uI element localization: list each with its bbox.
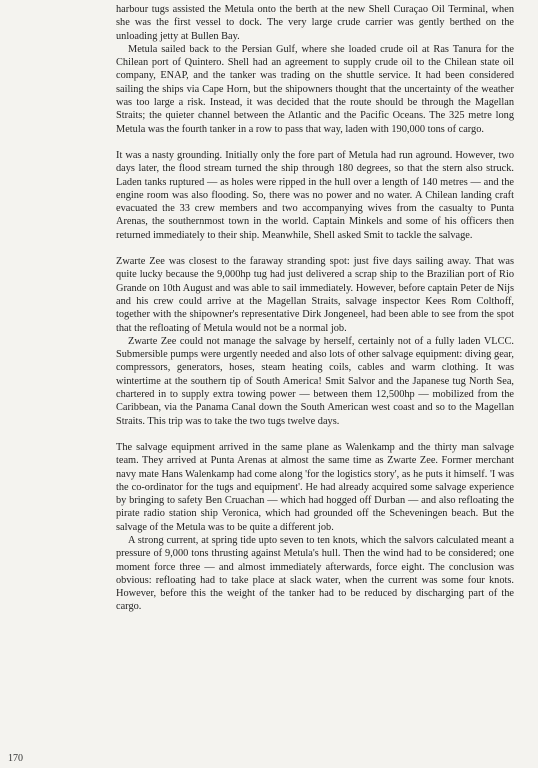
paragraph-4: Zwarte Zee was closest to the faraway stranding spot: just five days sailing away. That was quite lucky because the 9,000hp tug had just delivered a scrap ship to the Brazilian port of Rio Grande on 10th August and was able to sail immediately. However, before captain Peter de Nijs and his crew could arrive at the Magellan Straits, salvage inspector Kees Rom Colthoff, together with the shipowner's representative Dirk Jongeneel, had been able to see from the spot that the refloating of Metula would not be a normal job. <box>116 256 514 334</box>
paragraph-5: Zwarte Zee could not manage the salvage by herself, certainly not of a fully laden VLCC. Submersible pumps were urgently needed and also lots of other salvage equipment: diving gear, compressors, generators, hoses, steam heating coils, cables and warm clothing. It was wintertime at the southern tip of South America! Smit Salvor and the Japanese tug North Sea, chartered in to supply extra towing power — between them 12,500hp — mobilized from the Caribbean, via the Panama Canal down the South American west coast and so to the Magellan Straits. This trip was to take the two tugs twelve days. <box>116 335 514 427</box>
paragraph-gap <box>116 242 514 255</box>
page-number: 170 <box>8 753 23 764</box>
paragraph-gap <box>116 136 514 149</box>
paragraph-6: The salvage equipment arrived in the same plane as Walenkamp and the thirty man salvage team. They arrived at Punta Arenas at almost the same time as Zwarte Zee. Former merchant navy mate Hans Walenkamp had come along 'for the logistics story', as he puts it himself. 'I was the co-ordinator for the tugs and equipment'. He had already acquired some salvage experience by bringing to safety Ben Cruachan — which had hogged off Durban — and also refloating the pirate radio station ship Veronica, which had grounded off the Scheveningen beach. But the salvage of the Metula was to be quite a different job. <box>116 441 514 533</box>
paragraph-3: It was a nasty grounding. Initially only the fore part of Metula had run aground. However, two days later, the flood stream turned the ship through 180 degrees, so that the stern also struck. Laden tanks ruptured — as holes were ripped in the hull over a length of 140 metres — and the engine room was also flooding. So, there was no power and no water. A Chilean landing craft evacuated the 33 crew members and two accompanying wives from the casualty to Punta Arenas, the southernmost town in the world. Captain Minkels and some of his officers then returned immediately to their ship. Meanwhile, Shell asked Smit to tackle the salvage. <box>116 149 514 241</box>
paragraph-1: harbour tugs assisted the Metula onto the berth at the new Shell Curaçao Oil Terminal, when she was the first vessel to dock. The very large crude carrier was gently berthed on the unloading jetty at Bullen Bay. <box>116 4 514 42</box>
paragraph-2: Metula sailed back to the Persian Gulf, where she loaded crude oil at Ras Tanura for the Chilean port of Quintero. Shell had an agreement to supply crude oil to the Chilean state oil company, ENAP, and the tanker was trading on the shuttle service. It had been considered sailing the ships via Cape Horn, but the shipowners thought that the uncertainty of the weather was too large a risk. Instead, it was decided that the route should be through the Magellan Straits; the quieter channel between the Atlantic and the Pacific Oceans. The 325 metre long Metula was the fourth tanker in a row to pass that way, laden with 190,000 tons of cargo. <box>116 43 514 135</box>
page-body <box>116 3 514 763</box>
paragraph-7: A strong current, at spring tide upto seven to ten knots, which the salvors calculated meant a pressure of 9,000 tons thrusting against Metula's hull. Then the wind had to be considered; one moment force three — and almost immediately afterwards, force eight. The conclusion was obvious: refloating had to take place at slack water, when the current was some four knots. However, before this the weight of the tanker had to be reduced by discharging part of the cargo. <box>116 534 514 613</box>
paragraph-gap <box>116 428 514 441</box>
